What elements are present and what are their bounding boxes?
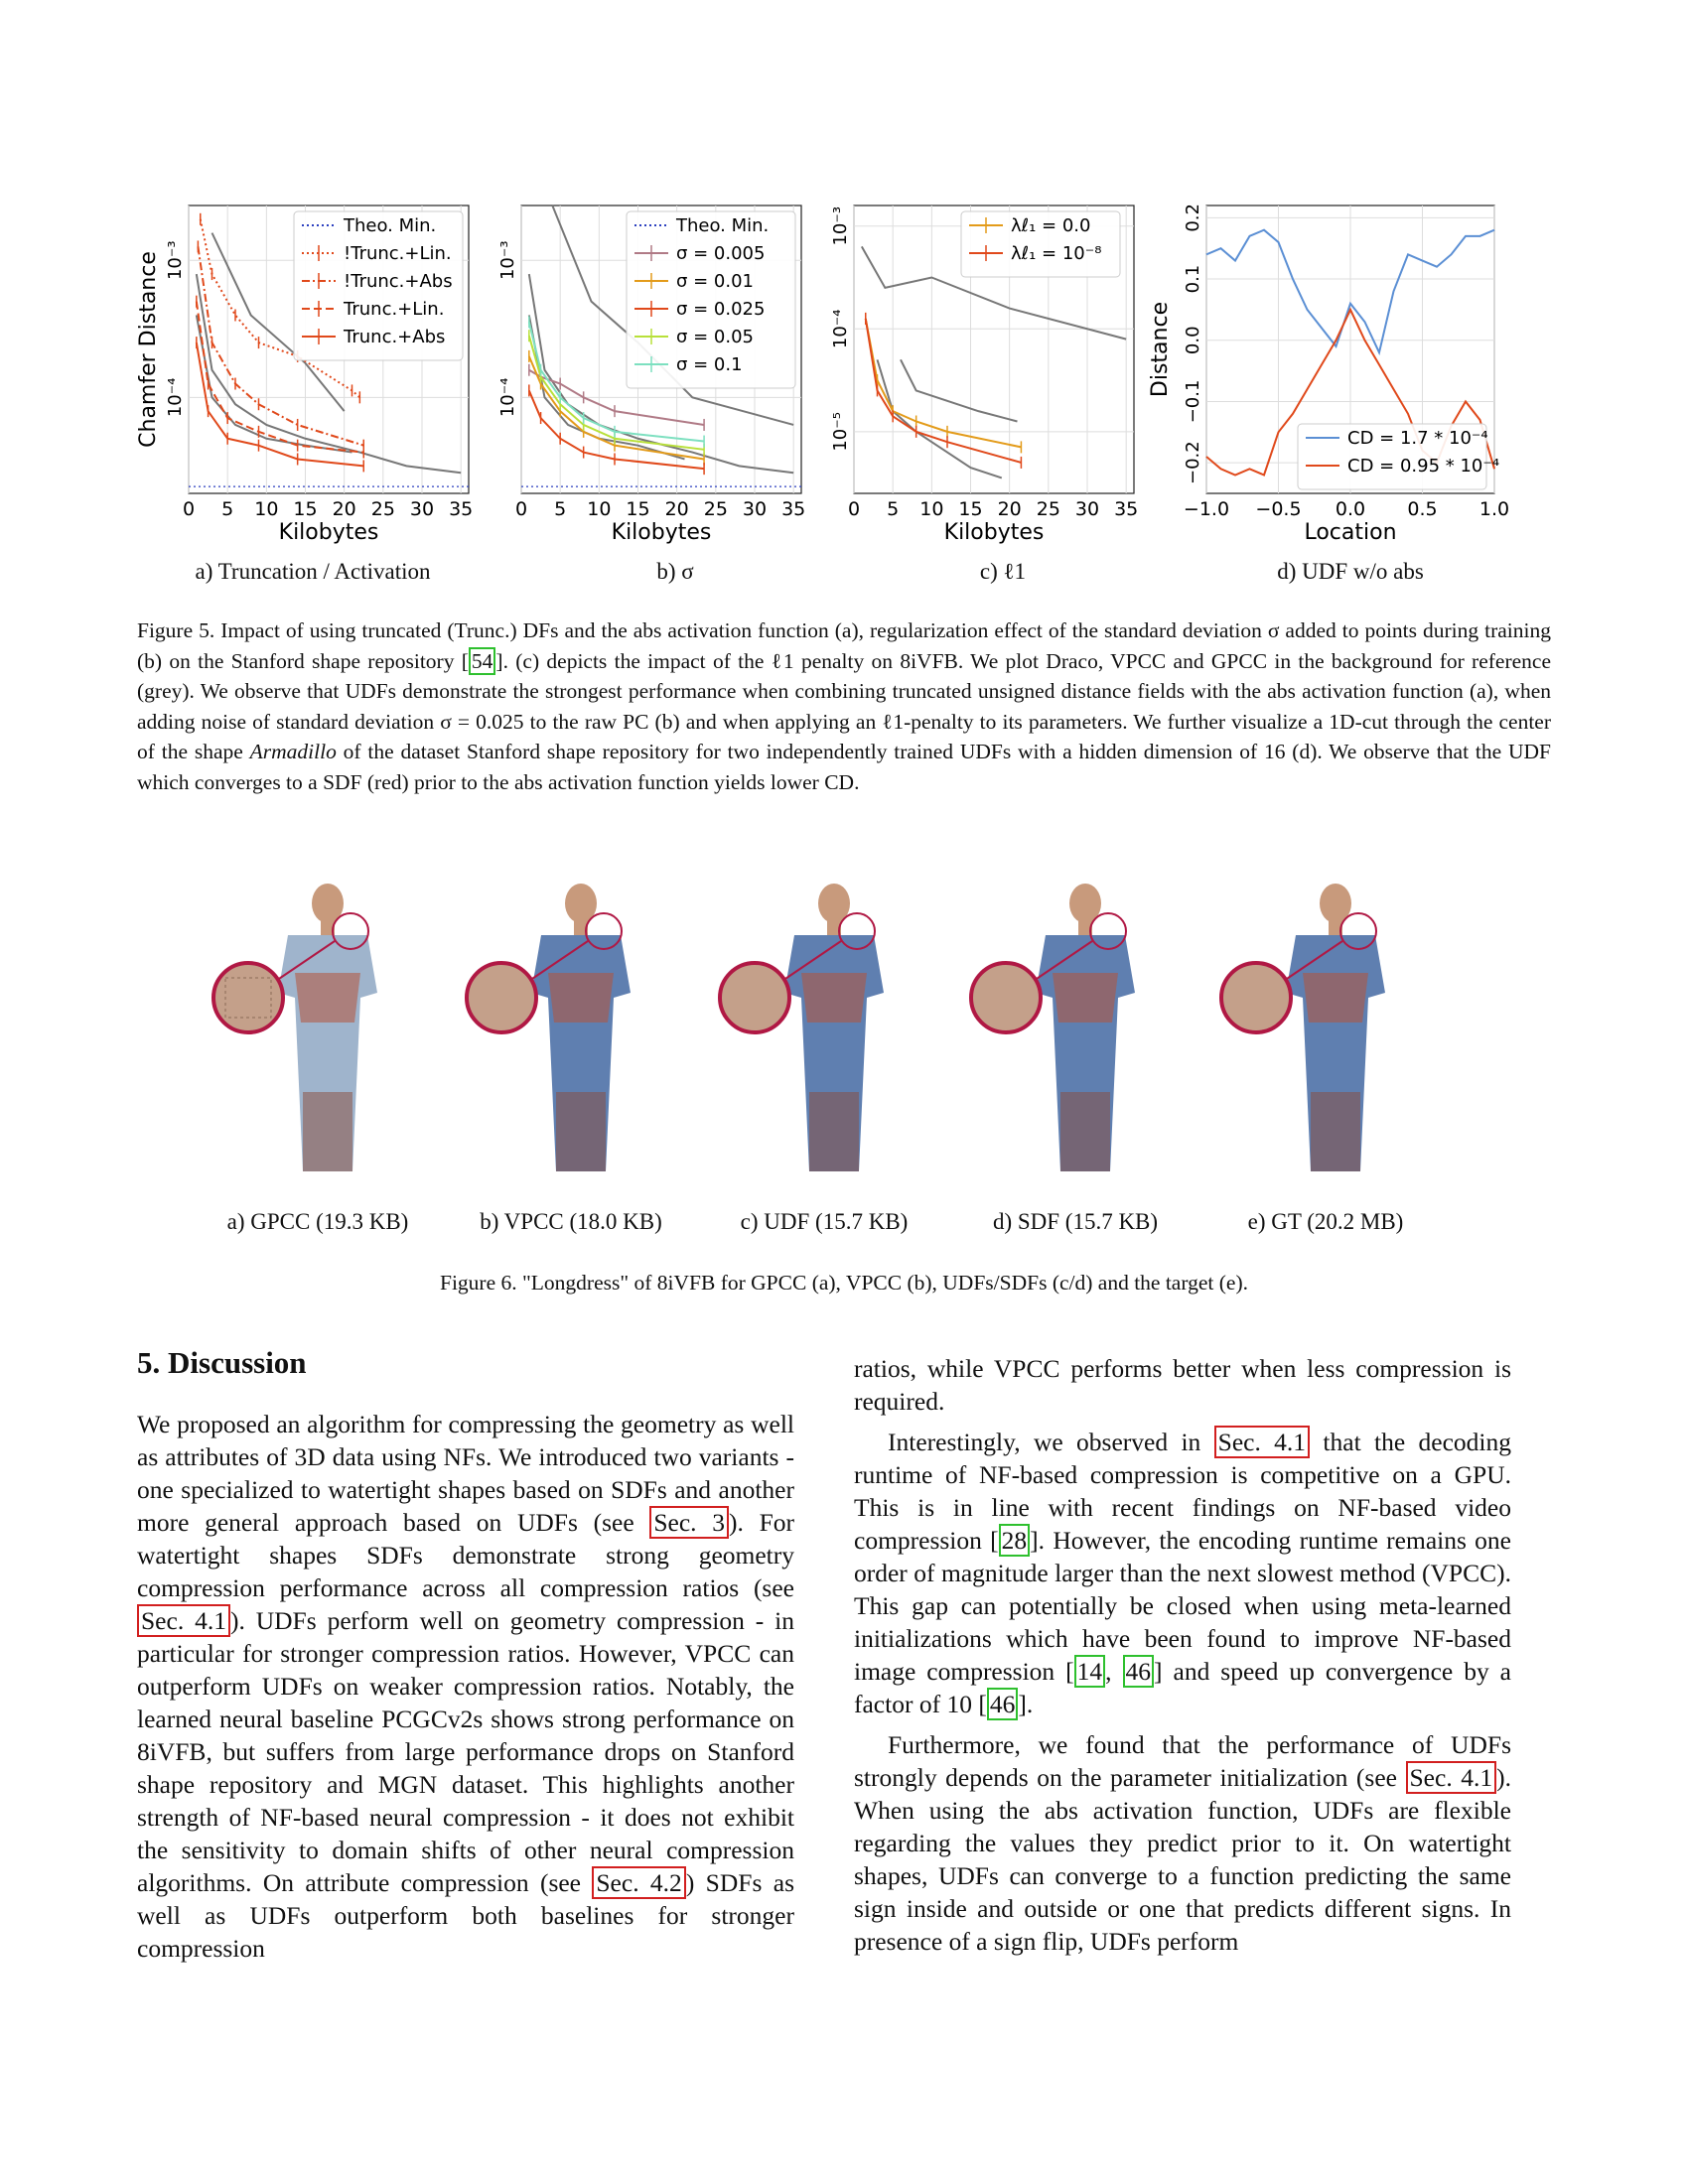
plot-d bbox=[1137, 194, 1514, 556]
ref-sec-4-2[interactable]: Sec. 4.2 bbox=[592, 1866, 685, 1899]
x-tick-label: 25 bbox=[1036, 498, 1060, 520]
figure5-caption: Figure 5. Impact of using truncated (Trunc.) DFs and the abs activation function (a), regularization effect of the standard deviation σ added to points during training (b) on the Stanford shape repository [ 54 ]. (c) depicts the impact of the ℓ1 penalty on 8iVFB. We plot Draco, VPCC and GPCC in the background for reference (grey). We observe that UDFs demonstrate the strongest performance when combining truncated unsigned distance fields with the abs activation function (a), when adding noise of standard deviation σ = 0.025 to the raw PC (b) and when applying an ℓ1-penalty to its parameters. We further visualize a 1D-cut through the center of the shape Armadillo of the dataset Stanford shape repository for two independently trained UDFs with a hidden dimension of 16 (d). We observe that the UDF which converges to a SDF (red) prior to the abs activation function yields lower CD. bbox=[137, 618, 1552, 794]
x-tick-label: 10 bbox=[254, 498, 279, 520]
citation-54[interactable]: 54 bbox=[469, 647, 496, 675]
y-tick-label: 10⁻⁴ bbox=[497, 377, 518, 418]
figure6-label: d) SDF (15.7 KB) bbox=[992, 1209, 1159, 1234]
x-tick-label: 25 bbox=[370, 498, 395, 520]
figure6-image bbox=[204, 874, 432, 1191]
x-axis-label: Kilobytes bbox=[943, 520, 1045, 545]
x-tick-label: 30 bbox=[1074, 498, 1100, 520]
x-tick-label: 20 bbox=[664, 498, 689, 520]
sublabel-a: a) Truncation / Activation bbox=[195, 559, 431, 584]
legend-label: σ = 0.01 bbox=[676, 271, 755, 292]
x-tick-label: 10 bbox=[587, 498, 612, 520]
x-tick-label: 5 bbox=[887, 498, 900, 520]
legend-label: Trunc.+Abs bbox=[344, 327, 446, 347]
legend-label: λℓ₁ = 10⁻⁸ bbox=[1011, 243, 1102, 264]
citation-28[interactable]: 28 bbox=[999, 1524, 1031, 1557]
legend-label: λℓ₁ = 0.0 bbox=[1011, 215, 1091, 236]
discussion-paragraph-2: Interestingly, we observed in Sec. 4.1 that the decoding runtime of NF-based compression is competitive on a GPU. This is in line with recent findings on NF-based video compression [ 28 ]. However, the encoding runtime remains one order of magnitude larger than the next slowest method (VPCC). This gap can potentially be closed when using meta-learned initializations which have been found to improve NF-based image compression [ 14 , 46 ] and speed up convergence by a factor of 10 [ 46 ]. bbox=[854, 1428, 1512, 1718]
sublabel-b: b) σ bbox=[656, 559, 694, 584]
ref-sec-4-1[interactable]: Sec. 4.1 bbox=[137, 1604, 230, 1637]
figure6-image bbox=[961, 874, 1190, 1191]
x-tick-label: 20 bbox=[332, 498, 356, 520]
x-tick-label: −0.5 bbox=[1255, 498, 1302, 520]
y-axis-label: Distance bbox=[1148, 301, 1173, 398]
y-tick-label: 0.0 bbox=[1183, 326, 1203, 355]
citation-46-b[interactable]: 46 bbox=[987, 1688, 1019, 1720]
right-column bbox=[854, 1352, 1511, 1966]
legend-label: Theo. Min. bbox=[676, 215, 770, 236]
plot-a bbox=[136, 194, 487, 556]
y-tick-label: 10⁻⁴ bbox=[165, 377, 186, 418]
y-tick-label: 10⁻³ bbox=[165, 240, 186, 281]
y-tick-label: 0.1 bbox=[1183, 264, 1203, 294]
legend-label: !Trunc.+Abs bbox=[344, 271, 453, 292]
figure6-label: a) GPCC (19.3 KB) bbox=[226, 1209, 409, 1234]
x-tick-label: 35 bbox=[781, 498, 806, 520]
figure6-render-gpcc bbox=[204, 874, 432, 1191]
x-tick-label: 0 bbox=[182, 498, 196, 520]
legend-label: CD = 1.7 * 10⁻⁴ bbox=[1347, 428, 1488, 449]
x-tick-label: 15 bbox=[626, 498, 650, 520]
x-tick-label: 30 bbox=[409, 498, 435, 520]
legend-label: σ = 0.05 bbox=[676, 327, 755, 347]
figure6-label: b) VPCC (18.0 KB) bbox=[480, 1209, 662, 1234]
figure6-image bbox=[1211, 874, 1440, 1191]
x-tick-label: 0.0 bbox=[1335, 498, 1366, 520]
plot-b bbox=[472, 194, 819, 556]
x-tick-label: 10 bbox=[919, 498, 944, 520]
discussion-paragraph-3: Furthermore, we found that the performance of UDFs strongly depends on the parameter initialization (see Sec. 4.1 ). When using the abs activation function, UDFs are flexible regarding the values they predict prior to it. On watertight shapes, UDFs can converge to a function predicting the same sign inside and outside or one that predicts different signs. In presence of a sign flip, UDFs perform bbox=[854, 1730, 1511, 1956]
figure6-label: c) UDF (15.7 KB) bbox=[740, 1209, 909, 1234]
x-tick-label: 15 bbox=[958, 498, 983, 520]
discussion-paragraph-1: We proposed an algorithm for compressing the geometry as well as attributes of 3D data using NFs. We introduced two variants - one specialized to watertight shapes based on SDFs and another more general approach based on UDFs (see Sec. 3 ). For watertight shapes SDFs demonstrate strong geometry compression performance across all compression ratios (see Sec. 4.1 ). UDFs perform well on geometry compression - in particular for stronger compression ratios. However, VPCC can outperform UDFs on weaker compression ratios. Notably, the learned neural baseline PCGCv2s shows strong performance on 8iVFB, but suffers from large performance drops on Stanford shape repository and MGN dataset. This highlights another strength of NF-based neural compression - it does not exhibit the sensitivity to domain shifts of other neural compression algorithms. On attribute compression (see Sec. 4.2 ) SDFs as well as UDFs outperform both baselines for stronger compression bbox=[137, 1410, 794, 1963]
legend-label: σ = 0.1 bbox=[676, 354, 743, 375]
x-axis-label: Kilobytes bbox=[278, 520, 379, 545]
figure6-image bbox=[710, 874, 938, 1191]
legend-label: σ = 0.025 bbox=[676, 299, 766, 320]
legend-label: Trunc.+Lin. bbox=[344, 299, 445, 320]
figure6-image bbox=[457, 874, 685, 1191]
x-tick-label: 30 bbox=[742, 498, 768, 520]
x-tick-label: 20 bbox=[997, 498, 1022, 520]
x-tick-label: 25 bbox=[703, 498, 728, 520]
x-tick-label: 0.5 bbox=[1407, 498, 1438, 520]
x-tick-label: 0 bbox=[847, 498, 861, 520]
legend-label: Theo. Min. bbox=[344, 215, 437, 236]
y-axis-label: Chamfer Distance bbox=[136, 251, 161, 448]
x-tick-label: 1.0 bbox=[1478, 498, 1510, 520]
figure6-render-vpcc bbox=[457, 874, 685, 1191]
legend-label: CD = 0.95 * 10⁻⁴ bbox=[1347, 456, 1500, 477]
ref-sec-3[interactable]: Sec. 3 bbox=[649, 1506, 729, 1539]
ref-sec-4-1-b[interactable]: Sec. 4.1 bbox=[1214, 1426, 1310, 1458]
plot-c bbox=[804, 194, 1152, 556]
y-tick-label: 0.2 bbox=[1183, 204, 1203, 232]
figure6-label: e) GT (20.2 MB) bbox=[1247, 1209, 1404, 1234]
figure6-render-gt bbox=[1211, 874, 1440, 1191]
discussion-paragraph-1-cont: ratios, while VPCC performs better when less compression is required. bbox=[854, 1354, 1511, 1416]
figure6-render-sdf bbox=[961, 874, 1190, 1191]
citation-46[interactable]: 46 bbox=[1123, 1655, 1155, 1688]
x-tick-label: 0 bbox=[514, 498, 528, 520]
legend-label: σ = 0.005 bbox=[676, 243, 766, 264]
x-axis-label: Kilobytes bbox=[611, 520, 712, 545]
x-tick-label: 35 bbox=[1114, 498, 1139, 520]
legend-label: !Trunc.+Lin. bbox=[344, 243, 452, 264]
sublabel-c: c) ℓ1 bbox=[979, 559, 1027, 584]
x-tick-label: 5 bbox=[554, 498, 567, 520]
x-axis-label: Location bbox=[1304, 520, 1397, 545]
figure6-render-udf bbox=[710, 874, 938, 1191]
y-tick-label: 10⁻⁵ bbox=[830, 412, 851, 452]
citation-14[interactable]: 14 bbox=[1074, 1655, 1106, 1688]
y-tick-label: −0.2 bbox=[1183, 441, 1203, 485]
ref-sec-4-1-c[interactable]: Sec. 4.1 bbox=[1406, 1761, 1497, 1794]
y-tick-label: −0.1 bbox=[1183, 379, 1203, 424]
x-tick-label: −1.0 bbox=[1183, 498, 1230, 520]
y-tick-label: 10⁻⁴ bbox=[830, 309, 851, 349]
y-tick-label: 10⁻³ bbox=[497, 240, 518, 281]
x-tick-label: 35 bbox=[449, 498, 474, 520]
left-column bbox=[137, 1408, 794, 1973]
figure6-caption: Figure 6. "Longdress" of 8iVFB for GPCC (a), VPCC (b), UDFs/SDFs (c/d) and the target (e). bbox=[440, 1271, 1248, 1295]
x-tick-label: 5 bbox=[221, 498, 234, 520]
x-tick-label: 15 bbox=[293, 498, 318, 520]
section-title: 5. Discussion bbox=[137, 1345, 307, 1380]
sublabel-d: d) UDF w/o abs bbox=[1277, 559, 1424, 584]
y-tick-label: 10⁻³ bbox=[830, 205, 851, 246]
